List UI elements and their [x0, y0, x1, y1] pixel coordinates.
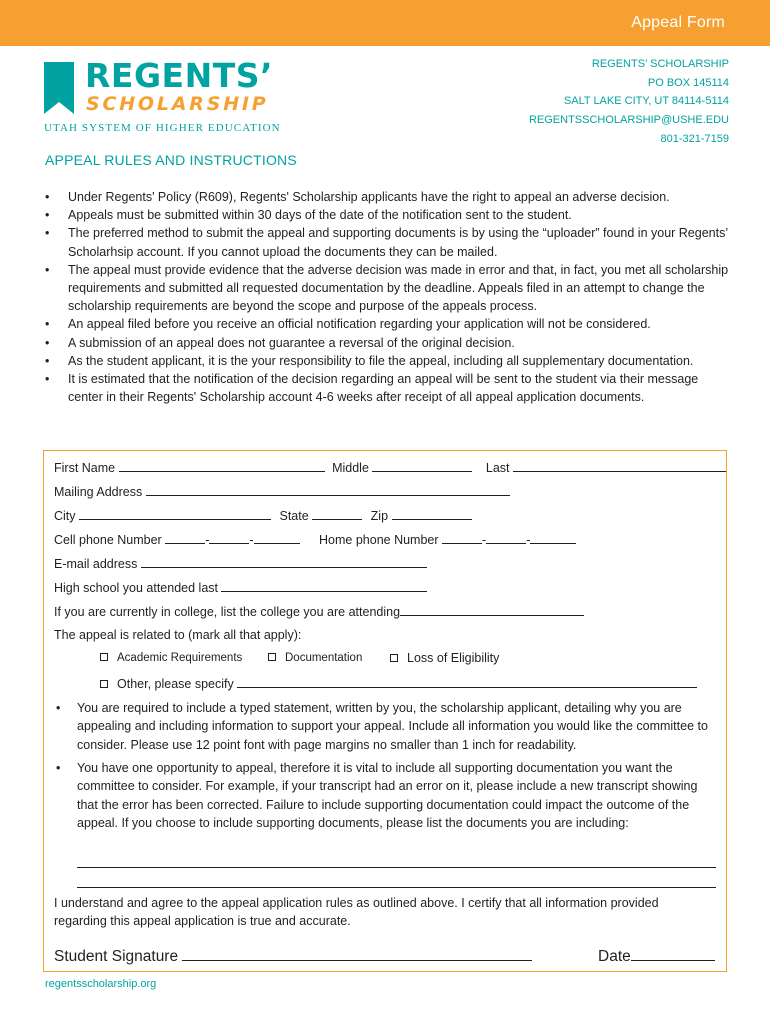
home-phone-line-field[interactable] [530, 532, 576, 544]
contact-po-box: PO BOX 145114 [647, 76, 729, 89]
rule-item [45, 370, 730, 406]
rule-text: The preferred method to submit the appeal and supporting documents is by using the “uploader” found in your Regents’ Scholarhsip account. If you cannot upload the documents they can be mailed. [68, 226, 728, 259]
first-name-label: First Name [54, 461, 116, 475]
rule-item [45, 352, 730, 370]
statement-instructions [56, 699, 717, 754]
rule-text: It is estimated that the notification of the decision regarding an appeal will be sent to the student via their message center in their Regents' Scholarship account 4-6 weeks after receipt of all appeal application documents. [68, 372, 699, 405]
regents-scholarship-logo [44, 56, 294, 140]
documents-line-1[interactable] [77, 867, 716, 868]
option-documentation[interactable] [268, 652, 362, 664]
home-phone-area-field[interactable] [442, 532, 482, 544]
certification-text: I understand and agree to the appeal application rules as outlined above. I certify that all information provided regarding this appeal application is true and accurate. [54, 896, 659, 929]
rules-list [45, 188, 730, 406]
cell-phone-label: Cell phone Number [54, 533, 162, 547]
logo-subtitle: UTAH SYSTEM OF HIGHER EDUCATION [44, 122, 281, 134]
rule-text: A submission of an appeal does not guarantee a reversal of the original decision. [68, 335, 515, 350]
rule-item [45, 206, 730, 224]
option-label: Academic Requirements [117, 652, 243, 664]
form-title: Appeal Form [631, 14, 725, 31]
email-field[interactable] [141, 556, 427, 568]
email-row [54, 556, 427, 571]
zip-field[interactable] [392, 508, 472, 520]
option-other[interactable] [100, 676, 697, 691]
related-to-label: The appeal is related to (mark all that apply): [54, 628, 302, 642]
phone-separator: - [205, 533, 210, 547]
date-row [598, 947, 715, 966]
high-school-label: High school you attended last [54, 581, 218, 595]
first-name-field[interactable] [119, 460, 325, 472]
date-label: Date [598, 948, 631, 965]
documents-line-2[interactable] [77, 887, 716, 888]
contact-phone: 801-321-7159 [660, 132, 729, 145]
contact-city: SALT LAKE CITY, UT 84114-5114 [563, 95, 729, 108]
rule-item [45, 315, 730, 333]
supporting-instructions-text: You have one opportunity to appeal, therefore it is vital to include all supporting documentation you want the committee to consider. For example, if your transcript had an error on it, please include a new transcript showing that the error has been corrected. Failure to include supporting documentation could impact the outcome of the appeal. If you choose to include supporting documents, please list the documents you are including: [77, 761, 698, 831]
bullet-icon: • [45, 208, 50, 223]
mailing-address-field[interactable] [146, 484, 510, 496]
bookmark-flag-icon [44, 62, 74, 114]
phone-row [54, 532, 576, 547]
bullet-icon: • [45, 372, 50, 387]
cell-phone-line-field[interactable] [254, 532, 300, 544]
high-school-row [54, 580, 427, 595]
option-label: Loss of Eligibility [407, 651, 500, 665]
rule-item [45, 188, 730, 206]
logo-wordmark-scholarship: SCHOLARSHIP [86, 93, 269, 115]
rules-heading: APPEAL RULES AND INSTRUCTIONS [45, 152, 297, 168]
bullet-icon: • [45, 353, 50, 368]
option-academic-requirements[interactable] [100, 652, 242, 664]
middle-name-label: Middle [332, 461, 369, 475]
checkbox-icon[interactable] [390, 654, 398, 662]
bullet-icon: • [45, 190, 50, 204]
high-school-field[interactable] [221, 580, 427, 592]
bullet-icon: • [45, 262, 50, 277]
date-field[interactable] [631, 947, 715, 961]
checkbox-icon[interactable] [100, 653, 108, 661]
appeal-form-box [43, 450, 727, 972]
college-label: If you are currently in college, list the college you are attending [54, 605, 401, 619]
rule-text: As the student applicant, it is the your responsibility to file the appeal, including all supplementary documentation. [68, 353, 694, 368]
phone-separator: - [482, 533, 487, 547]
signature-label: Student Signature [54, 948, 179, 965]
city-field[interactable] [79, 508, 271, 520]
website-link[interactable]: regentsscholarship.org [45, 978, 157, 990]
signature-field[interactable] [182, 947, 532, 961]
cell-phone-area-field[interactable] [165, 532, 205, 544]
supporting-instructions [56, 759, 717, 833]
header-bar [0, 0, 770, 46]
checkbox-icon[interactable] [268, 653, 276, 661]
rule-text: Under Regents' Policy (R609), Regents' Scholarship applicants have the right to appeal an adverse decision. [68, 190, 670, 204]
bullet-icon: • [56, 761, 61, 775]
mailing-address-label: Mailing Address [54, 485, 143, 499]
last-name-field[interactable] [513, 460, 726, 472]
rule-item [45, 334, 730, 352]
checkbox-icon[interactable] [100, 680, 108, 688]
city-label: City [54, 509, 76, 523]
logo-wordmark-regents: REGENTS’ [85, 56, 274, 95]
bullet-icon: • [56, 701, 61, 715]
rule-item [45, 261, 730, 316]
bullet-icon: • [45, 226, 50, 241]
city-row [54, 508, 472, 523]
rule-text: Appeals must be submitted within 30 days of the date of the notification sent to the student. [68, 208, 572, 223]
name-row [54, 460, 726, 475]
bullet-icon: • [45, 335, 50, 350]
rule-text: The appeal must provide evidence that the adverse decision was made in error and that, in fact, you met all scholarship requirements and submitted all requested documentation by the deadline. Appeals filed in an attempt to change the scholarship requirements are beyond the scope and purpose of the appeals process. [68, 262, 729, 314]
home-phone-label: Home phone Number [319, 533, 439, 547]
home-phone-prefix-field[interactable] [486, 532, 526, 544]
rule-item [45, 224, 730, 260]
contact-email[interactable]: REGENTSSCHOLARSHIP@USHE.EDU [528, 114, 729, 127]
signature-row [54, 947, 532, 966]
email-label: E-mail address [54, 557, 138, 571]
option-label: Other, please specify [117, 677, 234, 691]
college-row [54, 604, 584, 619]
cell-phone-prefix-field[interactable] [209, 532, 249, 544]
contact-block [529, 55, 729, 149]
phone-separator: - [249, 533, 254, 547]
phone-separator: - [526, 533, 531, 547]
state-label: State [279, 509, 309, 523]
zip-label: Zip [370, 509, 389, 523]
other-specify-field[interactable] [237, 676, 697, 688]
contact-org: REGENTS’ SCHOLARSHIP [591, 58, 729, 70]
bullet-icon: • [45, 317, 50, 332]
option-loss-of-eligibility[interactable] [390, 651, 499, 665]
option-label: Documentation [285, 652, 363, 664]
rule-text: An appeal filed before you receive an official notification regarding your application will not be considered. [68, 317, 651, 332]
last-name-label: Last [485, 461, 510, 475]
middle-name-field[interactable] [372, 460, 472, 472]
state-field[interactable] [312, 508, 362, 520]
address-row [54, 484, 510, 499]
statement-instructions-text: You are required to include a typed statement, written by you, the scholarship applicant, detailing why you are appealing and including information to support your appeal. Include all information you would like the committee to consider. Please use 12 point font with page margins no smaller than 1 inch for readability. [77, 701, 708, 752]
college-field[interactable] [400, 604, 584, 616]
